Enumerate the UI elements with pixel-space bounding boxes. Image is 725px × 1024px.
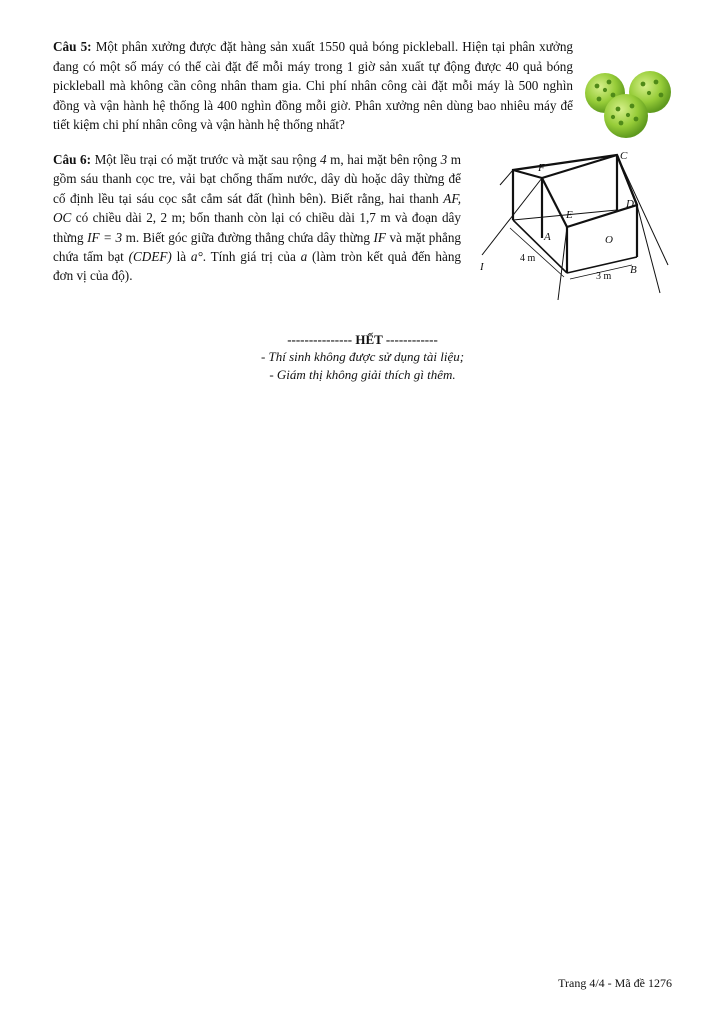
- label-o: O: [605, 234, 613, 246]
- tent-base-back: [513, 210, 617, 220]
- label-e: E: [566, 209, 573, 221]
- q6-text-2: m, hai mặt bên rộng: [330, 152, 438, 167]
- tent-base-left: [513, 220, 567, 273]
- q6-text-4: có chiều dài: [75, 210, 142, 226]
- pickleball-image: [583, 68, 678, 140]
- q6-poles-af-oc: AF, OC: [53, 190, 461, 226]
- q6-variable-a: a: [300, 249, 308, 265]
- end-marker: --------------- HẾT ------------: [287, 332, 438, 347]
- rope-left: [500, 170, 513, 185]
- dim-label-3m: 3 m: [596, 271, 612, 282]
- question-5-label: Câu 5:: [53, 39, 92, 54]
- q6-rope-length: IF = 3: [87, 229, 123, 245]
- tent-figure: [470, 145, 675, 305]
- q6-text-10: . Tính giá trị của: [202, 249, 296, 265]
- label-a: A: [544, 231, 551, 243]
- q6-text-6: m và đoạn dây thừng: [53, 210, 461, 245]
- label-c: C: [620, 150, 628, 162]
- note-no-explanation: - Giám thị không giải thích gì thêm.: [269, 367, 456, 382]
- q6-text-11: (làm tròn kết quả đến hàng đơn vị của độ).: [53, 249, 462, 284]
- tent-edge-fe: [542, 178, 567, 227]
- question-5: [53, 37, 573, 135]
- q6-front-width: 4: [320, 152, 327, 167]
- question-6: [53, 150, 461, 286]
- rope-front: [558, 227, 567, 300]
- q6-text-3: m gồm sáu thanh cọc tre, vải bạt chống thấm nước, dây dù hoặc dây thừng để cố định lều tại sáu cọc sắt cắm sát đất (hình bên). Biết rằng, hai thanh: [53, 152, 462, 206]
- q6-short-pole-length: 1,7: [359, 210, 376, 226]
- q6-plane-cdef: (CDEF): [128, 249, 172, 265]
- label-b: B: [630, 264, 637, 276]
- tent-back-frame: [513, 155, 637, 257]
- q6-text-9: là: [176, 249, 187, 265]
- label-i: I: [480, 261, 484, 273]
- q6-text-7: m. Biết góc giữa đường thẳng chứa dây thừng: [125, 229, 370, 245]
- dim-label-4m: 4 m: [520, 253, 536, 264]
- question-6-label: Câu 6:: [53, 152, 91, 167]
- q6-angle-a: a°: [190, 249, 203, 265]
- pickleball-bottom: [604, 94, 648, 138]
- dim-arrow-4m: [510, 228, 564, 277]
- q6-text-1: Một lều trại có mặt trước và mặt sau rộng: [94, 152, 317, 167]
- note-no-documents: - Thí sinh không được sử dụng tài liệu;: [260, 349, 465, 364]
- q6-long-pole-length: 2, 2: [146, 210, 168, 226]
- q6-text-8: và mặt phẳng chứa tấm bạt: [53, 229, 462, 265]
- page-footer: Trang 4/4 - Mã đề 1276: [558, 976, 672, 990]
- q6-side-width: 3: [440, 152, 448, 167]
- label-d: D: [626, 198, 634, 210]
- tent-ridge-fc: [542, 155, 617, 178]
- label-f: F: [538, 162, 545, 174]
- q6-rope-if: IF: [373, 229, 386, 245]
- q6-text-5: m; bốn thanh còn lại có chiều dài: [171, 210, 355, 226]
- question-5-text: Một phân xưởng được đặt hàng sản xuất 1550 quả bóng pickleball. Hiện tại phân xưởng đang có một số máy có thể cài đặt để mỗi máy trong 1 giờ sản xuất tự động được 40 quả bóng pickleball mà không cần công nhân tham gia. Chi phí nhân công cài đặt mỗi máy là 500 nghìn đồng và vận hành hệ thống là 400 nghìn đồng mỗi giờ. Phân xưởng nên dùng bao nhiêu máy để tiết kiệm chi phí nhân công và vận hành hệ thống nhất?: [53, 39, 574, 133]
- rope-right-mid: [637, 205, 660, 293]
